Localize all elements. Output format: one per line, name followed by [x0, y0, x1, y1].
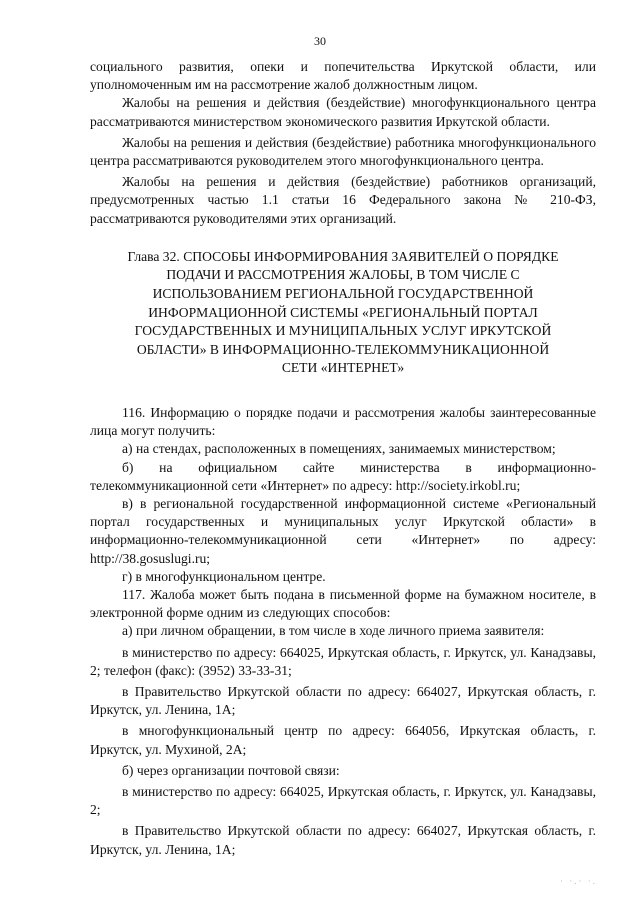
paragraph: 116. Информацию о порядке подачи и рассмотрения жалобы заинтересованные лица могут получить: [90, 404, 596, 439]
list-item: б) через организации почтовой связи: [122, 762, 340, 778]
scan-artifact: · ·.· ·. [560, 876, 597, 886]
list-item: в) в региональной государственной информационной системе «Региональный портал государственных и муниципальных услуг Иркутской области» в информационно-телекоммуникационной сети «Интернет» по адресу: http://38.gosuslugi.ru; [90, 496, 596, 566]
list-item: в министерство по адресу: 664025, Иркутская область, г. Иркутск, ул. Канадзавы, 2; [90, 784, 596, 818]
paragraph: Жалобы на решения и действия (бездействие) многофункционального центра рассматриваются министерством экономического развития Иркутской области. [90, 95, 596, 129]
chapter-heading-line: ИСПОЛЬЗОВАНИЕМ РЕГИОНАЛЬНОЙ ГОСУДАРСТВЕННОЙ [152, 286, 534, 302]
list-item: а) на стендах, расположенных в помещениях, занимаемых министерством; [122, 441, 556, 457]
paragraph: Жалобы на решения и действия (бездействие) работника многофункционального центра рассматриваются руководителем этого многофункционального центра. [90, 134, 596, 169]
chapter-heading-line: СЕТИ «ИНТЕРНЕТ» [281, 360, 405, 376]
list-item: в Правительство Иркутской области по адресу: 664027, Иркутская область, г. Иркутск, ул. Ленина, 1А; [90, 823, 596, 857]
list-item: в министерство по адресу: 664025, Иркутская область, г. Иркутск, ул. Канадзавы, 2; телефон (факс): (3952) 33-33-31; [90, 644, 596, 678]
chapter-heading [90, 248, 596, 378]
paragraph: 117. Жалоба может быть подана в письменной форме на бумажном носителе, в электронной форме одним из следующих способов: [90, 587, 596, 621]
list-item: б) на официальном сайте министерства в информационно-телекоммуникационной сети «Интернет» по адресу: http://society.irkobl.ru; [90, 459, 596, 493]
paragraph: социального развития, опеки и попечительства Иркутской области, или уполномоченным им на рассмотрение жалоб должностным лицом. [90, 59, 596, 93]
chapter-heading-line: ПОДАЧИ И РАССМОТРЕНИЯ ЖАЛОБЫ, В ТОМ ЧИСЛЕ С [166, 267, 520, 283]
list-item: г) в многофункциональном центре. [122, 568, 326, 584]
list-item: в Правительство Иркутской области по адресу: 664027, Иркутская область, г. Иркутск, ул. Ленина, 1А; [90, 684, 596, 718]
chapter-heading-line: ОБЛАСТИ» В ИНФОРМАЦИОННО-ТЕЛЕКОММУНИКАЦИОННОЙ [136, 341, 550, 357]
page-number: 30 [314, 34, 326, 48]
list-item: в многофункциональный центр по адресу: 664056, Иркутская область, г. Иркутск, ул. Мухиной, 2А; [90, 723, 596, 757]
chapter-heading-line: ГОСУДАРСТВЕННЫХ И МУНИЦИПАЛЬНЫХ УСЛУГ ИРКУТСКОЙ [134, 323, 552, 339]
document-body [90, 58, 596, 859]
chapter-heading-line: Глава 32. СПОСОБЫ ИНФОРМИРОВАНИЯ ЗАЯВИТЕЛЕЙ О ПОРЯДКЕ [127, 248, 559, 264]
list-item: а) при личном обращении, в том числе в ходе личного приема заявителя: [122, 623, 545, 639]
paragraph: Жалобы на решения и действия (бездействие) работников организаций, предусмотренных частью 1.1 статьи 16 Федерального закона № 210-ФЗ, рассматриваются руководителями этих организаций. [90, 174, 596, 226]
chapter-heading-line: ИНФОРМАЦИОННОЙ СИСТЕМЫ «РЕГИОНАЛЬНЫЙ ПОРТАЛ [148, 304, 538, 320]
